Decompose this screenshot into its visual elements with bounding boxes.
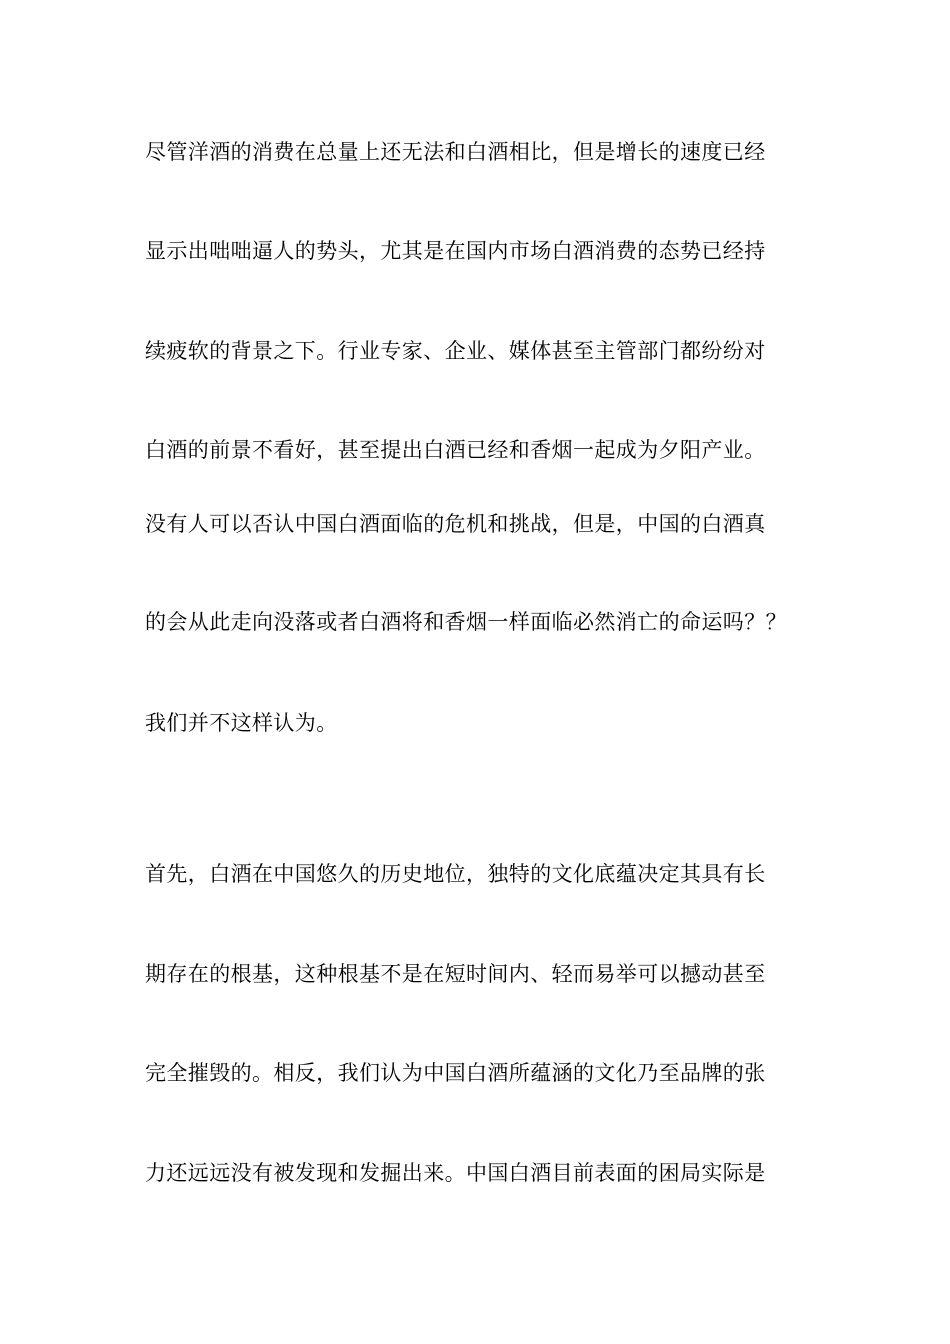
text-line: 的会从此走向没落或者白酒将和香烟一样面临必然消亡的命运吗？？ [145, 610, 787, 634]
text-line: 显示出咄咄逼人的势头，尤其是在国内市场白酒消费的态势已经持 [145, 239, 766, 263]
text-line: 首先，白酒在中国悠久的历史地位，独特的文化底蕴决定其具有长 [145, 862, 766, 886]
text-line: 期存在的根基，这种根基不是在短时间内、轻而易举可以撼动甚至 [145, 962, 766, 986]
text-line: 续疲软的背景之下。行业专家、企业、媒体甚至主管部门都纷纷对 [145, 339, 766, 363]
text-line: 我们并不这样认为。 [145, 711, 338, 735]
text-line: 白酒的前景不看好，甚至提出白酒已经和香烟一起成为夕阳产业。 [145, 438, 766, 462]
text-line: 没有人可以否认中国白酒面临的危机和挑战，但是，中国的白酒真 [145, 512, 766, 536]
text-line: 完全摧毁的。相反，我们认为中国白酒所蕴涵的文化乃至品牌的张 [145, 1061, 766, 1085]
text-line: 力还远远没有被发现和发掘出来。中国白酒目前表面的困局实际是 [145, 1161, 766, 1185]
text-line: 尽管洋酒的消费在总量上还无法和白酒相比，但是增长的速度已经 [145, 140, 766, 164]
